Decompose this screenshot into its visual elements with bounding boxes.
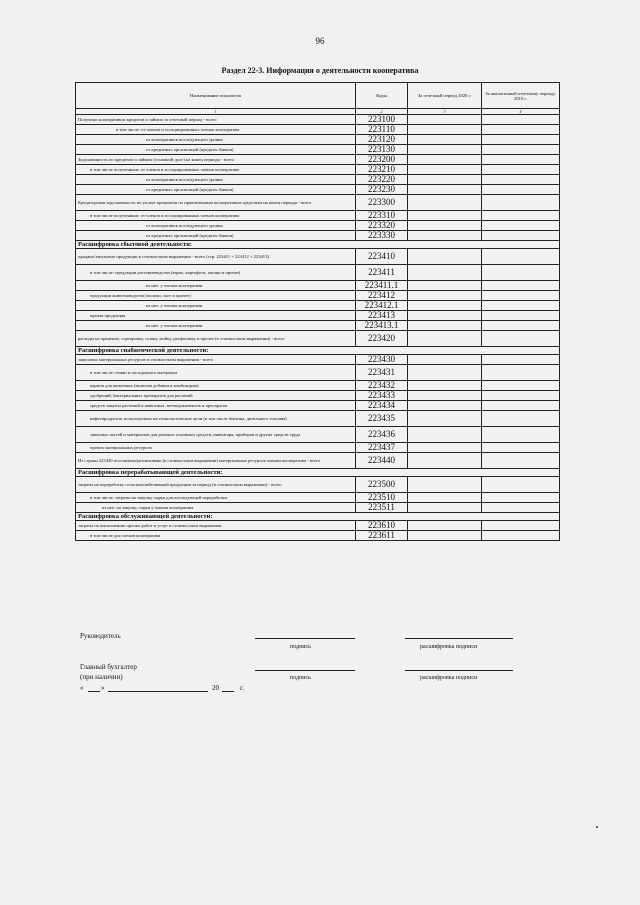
previous-period-value-cell[interactable] xyxy=(482,211,560,221)
indicator-code: 223432 xyxy=(356,381,408,391)
current-period-value-cell[interactable] xyxy=(408,231,482,241)
previous-period-value-cell[interactable] xyxy=(482,477,560,493)
date-close-quote: » xyxy=(101,684,105,692)
indicator-name: продукции животноводства (молоко, скот и прочее) xyxy=(76,291,356,301)
indicator-code: 223436 xyxy=(356,427,408,443)
date-year-prefix: 20 xyxy=(212,684,219,692)
previous-period-value-cell[interactable] xyxy=(482,321,560,331)
accountant-label: Главный бухгалтер xyxy=(80,663,137,671)
table-row xyxy=(76,411,560,427)
previous-period-value-cell[interactable] xyxy=(482,175,560,185)
indicator-code: 223500 xyxy=(356,477,408,493)
head-decode-line[interactable] xyxy=(405,638,513,639)
date-month-line[interactable] xyxy=(108,691,208,692)
indicator-name: закуплено материальных ресурсов в стоимостном выражении - всего xyxy=(76,355,356,365)
previous-period-value-cell[interactable] xyxy=(482,281,560,291)
previous-period-value-cell[interactable] xyxy=(482,311,560,321)
section-heading: Расшифровка обслуживающей деятельности: xyxy=(76,513,560,521)
previous-period-value-cell[interactable] xyxy=(482,221,560,231)
head-label: Руководитель xyxy=(80,632,121,640)
indicator-code: 223110 xyxy=(356,125,408,135)
indicator-name: в том числе полученным: от членов и ассоциированных членов кооператива xyxy=(76,165,356,175)
cooperative-activity-table xyxy=(75,82,560,541)
current-period-value-cell[interactable] xyxy=(408,531,482,541)
indicator-code: 223440 xyxy=(356,453,408,469)
indicator-code: 223411 xyxy=(356,265,408,281)
indicator-code: 223430 xyxy=(356,355,408,365)
column-number: 3 xyxy=(408,109,482,115)
section-heading-row xyxy=(76,347,560,355)
current-period-value-cell[interactable] xyxy=(408,249,482,265)
indicator-name: Из строки 223430 поставлено/реализовано (в стоимостном выражении) материальных ресурсов членам кооператива - всего xyxy=(76,453,356,469)
table-row xyxy=(76,265,560,281)
table-row xyxy=(76,291,560,301)
table-row xyxy=(76,301,560,311)
current-period-value-cell[interactable] xyxy=(408,211,482,221)
table-row xyxy=(76,493,560,503)
indicator-code: 223210 xyxy=(356,165,408,175)
indicator-name: в том числе для членов кооператива xyxy=(76,531,356,541)
section-heading-row xyxy=(76,469,560,477)
date-open-quote: « xyxy=(80,684,84,692)
current-period-value-cell[interactable] xyxy=(408,401,482,411)
indicator-name: Получено кооперативом кредитов и займов за отчетный период - всего xyxy=(76,115,356,125)
current-period-value-cell[interactable] xyxy=(408,195,482,211)
indicator-name: в том числе: затраты на закупку сырья для последующей переработки xyxy=(76,493,356,503)
head-decode-caption: расшифровка подписи xyxy=(420,644,478,650)
indicator-name: продано/закуплено продукции в стоимостном выражении - всего (стр. 223411 + 223412 + 223413) xyxy=(76,249,356,265)
table-row xyxy=(76,135,560,145)
previous-period-value-cell[interactable] xyxy=(482,427,560,443)
previous-period-value-cell[interactable] xyxy=(482,381,560,391)
scan-speck xyxy=(596,826,598,828)
indicator-name: кормов для животных (включая добавки и комбикорма) xyxy=(76,381,356,391)
current-period-value-cell[interactable] xyxy=(408,185,482,195)
table-row xyxy=(76,531,560,541)
accountant-note: (при наличии) xyxy=(80,673,123,681)
indicator-code: 223200 xyxy=(356,155,408,165)
indicator-name: от кооперативов последующего уровня xyxy=(76,221,356,231)
indicator-code: 223410 xyxy=(356,249,408,265)
indicator-code: 223510 xyxy=(356,493,408,503)
table-row xyxy=(76,281,560,291)
indicator-code: 223431 xyxy=(356,365,408,381)
indicator-name: от кооперативов последующего уровня xyxy=(76,135,356,145)
current-period-value-cell[interactable] xyxy=(408,221,482,231)
previous-period-value-cell[interactable] xyxy=(482,401,560,411)
date-year-line[interactable] xyxy=(222,691,234,692)
indicator-code: 223413 xyxy=(356,311,408,321)
indicator-code: 223120 xyxy=(356,135,408,145)
table-row xyxy=(76,185,560,195)
current-period-value-cell[interactable] xyxy=(408,493,482,503)
indicator-name: Задолженность по кредитам и займам (основной долг) на конец периода - всего xyxy=(76,155,356,165)
section-title: Раздел 22-3. Информация о деятельности кооператива xyxy=(221,66,419,75)
indicator-name: удобрений, бактериальных препаратов для растений xyxy=(76,391,356,401)
table-row xyxy=(76,249,560,265)
indicator-code: 223412.1 xyxy=(356,301,408,311)
previous-period-value-cell[interactable] xyxy=(482,411,560,427)
indicator-name: нефтепродуктов, используемых на технологические цели (в том числе бензина, дизельного топлива) xyxy=(76,411,356,427)
indicator-name: от кредитных организаций (кредиты банков) xyxy=(76,145,356,155)
section-heading: Расшифровка снабженческой деятельности: xyxy=(76,347,560,355)
table-row xyxy=(76,453,560,469)
table-row xyxy=(76,155,560,165)
previous-period-value-cell[interactable] xyxy=(482,443,560,453)
column-number: 2 xyxy=(356,109,408,115)
previous-period-value-cell[interactable] xyxy=(482,355,560,365)
table-row xyxy=(76,321,560,331)
indicator-code: 223130 xyxy=(356,145,408,155)
table-row xyxy=(76,115,560,125)
current-period-value-cell[interactable] xyxy=(408,301,482,311)
current-period-value-cell[interactable] xyxy=(408,411,482,427)
indicator-code: 223100 xyxy=(356,115,408,125)
current-period-value-cell[interactable] xyxy=(408,265,482,281)
table-row xyxy=(76,311,560,321)
previous-period-value-cell[interactable] xyxy=(482,185,560,195)
current-period-value-cell[interactable] xyxy=(408,503,482,513)
previous-period-value-cell[interactable] xyxy=(482,301,560,311)
current-period-value-cell[interactable] xyxy=(408,477,482,493)
indicator-code: 223435 xyxy=(356,411,408,427)
indicator-name: от кредитных организаций (кредиты банков) xyxy=(76,185,356,195)
previous-period-value-cell[interactable] xyxy=(482,125,560,135)
indicator-code: 223320 xyxy=(356,221,408,231)
indicator-name: в том числе полученным: от членов и ассоциированных членов кооператива xyxy=(76,211,356,221)
table-row xyxy=(76,195,560,211)
accountant-signature-line[interactable] xyxy=(255,670,355,671)
section-heading-row xyxy=(76,513,560,521)
current-period-value-cell[interactable] xyxy=(408,281,482,291)
section-heading: Расшифровка перерабатывающей деятельности: xyxy=(76,469,560,477)
header-name: Наименование показателя xyxy=(76,83,356,109)
current-period-value-cell[interactable] xyxy=(408,391,482,401)
current-period-value-cell[interactable] xyxy=(408,321,482,331)
head-signature-line[interactable] xyxy=(255,638,355,639)
previous-period-value-cell[interactable] xyxy=(482,155,560,165)
current-period-value-cell[interactable] xyxy=(408,145,482,155)
header-current-period: За отчетный период 2020 г. xyxy=(408,83,482,109)
indicator-name: запасных частей и материалов для ремонта основных средств, инвентаря, приборов и других средств труда xyxy=(76,427,356,443)
previous-period-value-cell[interactable] xyxy=(482,145,560,155)
table-row xyxy=(76,165,560,175)
previous-period-value-cell[interactable] xyxy=(482,453,560,469)
indicator-name: затраты по выполнению прочих работ и услуг в стоимостном выражении xyxy=(76,521,356,531)
indicator-name: из нее: у членов кооператива xyxy=(76,321,356,331)
indicator-code: 223310 xyxy=(356,211,408,221)
page-number: 96 xyxy=(315,36,325,46)
table-row xyxy=(76,521,560,531)
previous-period-value-cell[interactable] xyxy=(482,265,560,281)
table-row xyxy=(76,477,560,493)
previous-period-value-cell[interactable] xyxy=(482,249,560,265)
current-period-value-cell[interactable] xyxy=(408,311,482,321)
previous-period-value-cell[interactable] xyxy=(482,391,560,401)
indicator-name: в том числе: семян и посадочного материала xyxy=(76,365,356,381)
table-row xyxy=(76,125,560,135)
current-period-value-cell[interactable] xyxy=(408,381,482,391)
section-heading-row xyxy=(76,241,560,249)
previous-period-value-cell[interactable] xyxy=(482,521,560,531)
current-period-value-cell[interactable] xyxy=(408,135,482,145)
current-period-value-cell[interactable] xyxy=(408,125,482,135)
date-year-suffix: г. xyxy=(240,684,244,692)
indicator-code: 223610 xyxy=(356,521,408,531)
table-row xyxy=(76,391,560,401)
table-row xyxy=(76,331,560,347)
table-row xyxy=(76,427,560,443)
indicator-name: прочих материальных ресурсов xyxy=(76,443,356,453)
indicator-name: из нее: у членов кооператива xyxy=(76,281,356,291)
indicator-name: от кредитных организаций (кредиты банков) xyxy=(76,231,356,241)
indicator-code: 223611 xyxy=(356,531,408,541)
indicator-code: 223434 xyxy=(356,401,408,411)
indicator-name: расходы на хранение, сортировку, сушку, мойку, расфасовку и прочее (в стоимостном выражении) - всего xyxy=(76,331,356,347)
current-period-value-cell[interactable] xyxy=(408,355,482,365)
column-number: 4 xyxy=(482,109,560,115)
table-row xyxy=(76,175,560,185)
table-row xyxy=(76,443,560,453)
indicator-name: затраты на переработку сельскохозяйственной продукции за период (в стоимостном выражении) - всего xyxy=(76,477,356,493)
table-row xyxy=(76,503,560,513)
previous-period-value-cell[interactable] xyxy=(482,115,560,125)
current-period-value-cell[interactable] xyxy=(408,453,482,469)
table-row xyxy=(76,381,560,391)
indicator-name: средств защиты растений и животных, ветмедикаментов и препаратов xyxy=(76,401,356,411)
indicator-code: 223230 xyxy=(356,185,408,195)
table-row xyxy=(76,211,560,221)
current-period-value-cell[interactable] xyxy=(408,165,482,175)
previous-period-value-cell[interactable] xyxy=(482,231,560,241)
previous-period-value-cell[interactable] xyxy=(482,365,560,381)
previous-period-value-cell[interactable] xyxy=(482,165,560,175)
header-code: Коды xyxy=(356,83,408,109)
indicator-name: из нее: у членов кооператива xyxy=(76,301,356,311)
indicator-name: в том числе: продукции растениеводства (зерно, картофель, овощи и прочее) xyxy=(76,265,356,281)
indicator-code: 223420 xyxy=(356,331,408,347)
current-period-value-cell[interactable] xyxy=(408,427,482,443)
table-row xyxy=(76,401,560,411)
header-previous-period: За аналогичный отчетному периоду 2019 г. xyxy=(482,83,560,109)
indicator-name: в том числе: от членов и ассоциированных членов кооператива xyxy=(76,125,356,135)
current-period-value-cell[interactable] xyxy=(408,365,482,381)
indicator-code: 223220 xyxy=(356,175,408,185)
indicator-code: 223411.1 xyxy=(356,281,408,291)
previous-period-value-cell[interactable] xyxy=(482,531,560,541)
current-period-value-cell[interactable] xyxy=(408,155,482,165)
current-period-value-cell[interactable] xyxy=(408,443,482,453)
table-row xyxy=(76,355,560,365)
indicator-name: прочая продукция xyxy=(76,311,356,321)
current-period-value-cell[interactable] xyxy=(408,331,482,347)
current-period-value-cell[interactable] xyxy=(408,115,482,125)
accountant-decode-caption: расшифровка подписи xyxy=(420,675,478,681)
previous-period-value-cell[interactable] xyxy=(482,493,560,503)
table-row xyxy=(76,221,560,231)
previous-period-value-cell[interactable] xyxy=(482,135,560,145)
current-period-value-cell[interactable] xyxy=(408,291,482,301)
indicator-name: из нее: на закупку сырья у членов кооператива xyxy=(76,503,356,513)
indicator-code: 223300 xyxy=(356,195,408,211)
indicator-code: 223511 xyxy=(356,503,408,513)
table-row xyxy=(76,231,560,241)
column-number: 1 xyxy=(76,109,356,115)
indicator-name: от кооперативов последующего уровня xyxy=(76,175,356,185)
indicator-code: 223412 xyxy=(356,291,408,301)
previous-period-value-cell[interactable] xyxy=(482,195,560,211)
table-row xyxy=(76,145,560,155)
current-period-value-cell[interactable] xyxy=(408,521,482,531)
current-period-value-cell[interactable] xyxy=(408,175,482,185)
indicator-name: Кредиторская задолженность по уплате процентов по привлеченным кооперативом средствам на конец периода - всего xyxy=(76,195,356,211)
indicator-code: 223437 xyxy=(356,443,408,453)
date-day-line[interactable] xyxy=(88,691,100,692)
head-signature-caption: подпись xyxy=(290,644,311,650)
previous-period-value-cell[interactable] xyxy=(482,331,560,347)
section-heading: Расшифровка сбытовой деятельности: xyxy=(76,241,560,249)
indicator-code: 223433 xyxy=(356,391,408,401)
table-row xyxy=(76,365,560,381)
previous-period-value-cell[interactable] xyxy=(482,503,560,513)
previous-period-value-cell[interactable] xyxy=(482,291,560,301)
accountant-signature-caption: подпись xyxy=(290,675,311,681)
accountant-decode-line[interactable] xyxy=(405,670,513,671)
indicator-code: 223330 xyxy=(356,231,408,241)
indicator-code: 223413.1 xyxy=(356,321,408,331)
